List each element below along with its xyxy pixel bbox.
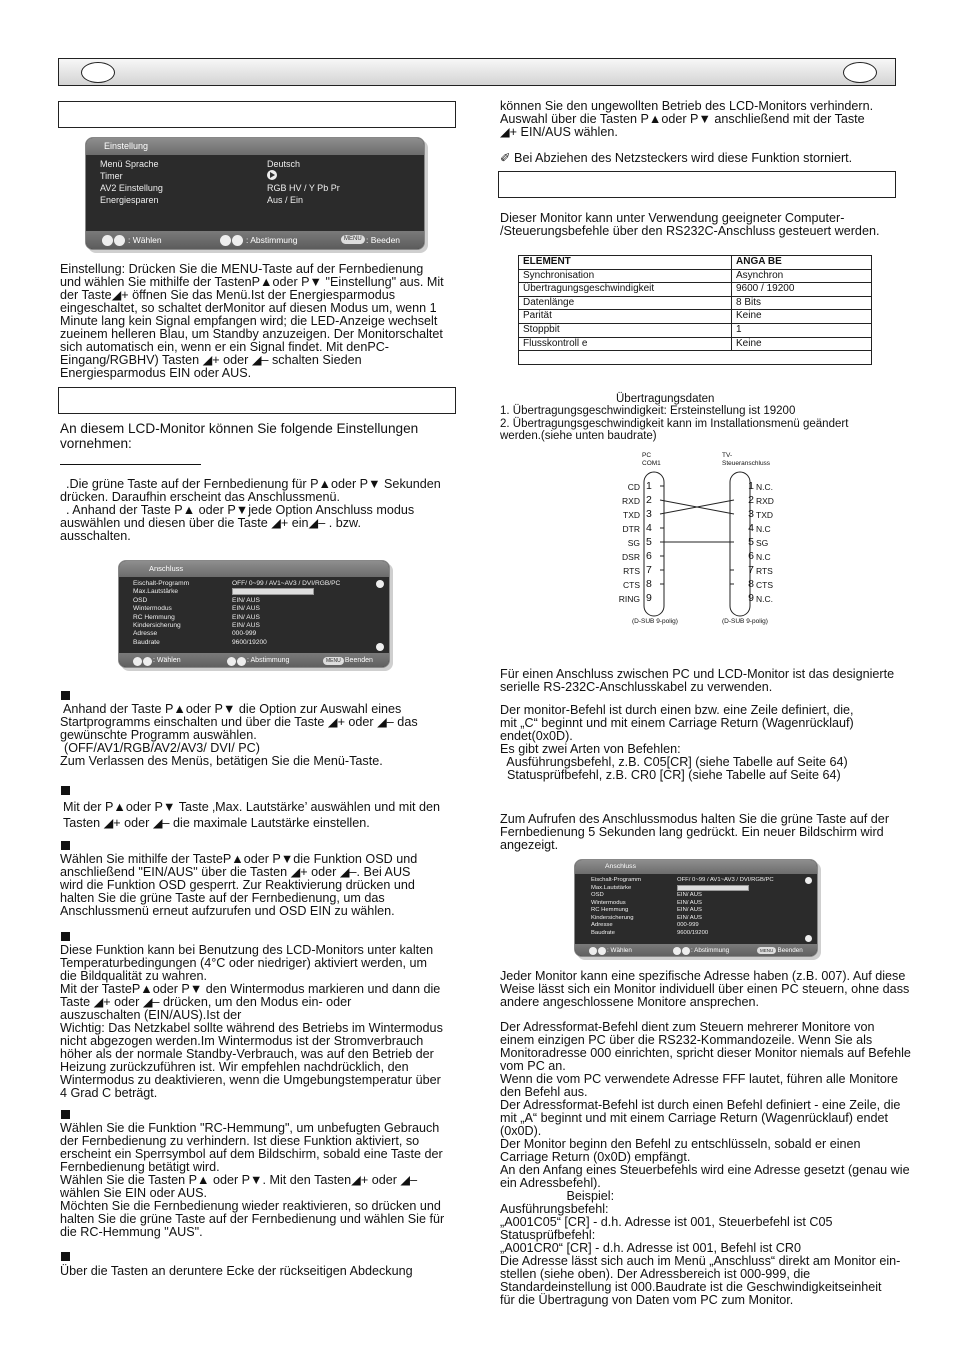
text-line: Carriage Return (0x0D) empfängt. [500,1150,691,1164]
pin-number: 8 [646,578,652,590]
pin-label: RTS [756,566,773,576]
menu-label: RC Hemmung [133,613,175,621]
connector-label: (D-SUB 9-polig) [722,618,768,625]
text-line: für die Übertragung von Daten vom PC zum Monitor. [500,1293,794,1307]
text-line: Weise lässt sich ein Monitor individuell über einen PC steuern, ohne dass [500,982,910,996]
scroll-down-icon[interactable] [805,935,812,942]
footer-adjust-label: : Abstimmung [246,235,298,245]
right-pin-labels [756,480,774,606]
menu-label: Max.Lautstärke [591,884,632,891]
menu-key-icon: MENU [757,947,776,954]
text-line: Fernbedienung betätigt wird. [60,1160,220,1174]
menu-label: Baudrate [591,929,615,936]
text-line: serielle RS-232C-Anschlusskabel zu verwenden. [500,680,773,694]
table-header: ELEMENT [519,256,732,270]
menu-row[interactable] [133,614,389,622]
text-line: Der monitor-Befehl ist durch einen bzw. eine Zeile definiert, die, [500,703,854,717]
menu-value: EIN/ AUS [677,907,702,913]
table-header: ANGA BE [732,256,872,270]
pin-label: CTS [623,580,640,590]
scroll-up-icon[interactable] [376,580,384,588]
anschluss-menu-right [574,859,818,957]
pin-label: N.C. [756,482,773,492]
menu-label: Wintermodus [591,899,626,906]
text-line: angezeigt. [500,838,559,852]
spec-table [518,255,872,365]
table-cell: Datenlänge [519,296,732,310]
menu-label: RC Hemmung [591,907,629,913]
pin-label: SG [756,538,769,548]
pin-number: 5 [748,536,754,548]
leftright-arrows-icon [220,231,243,249]
menu-row[interactable] [133,588,389,596]
text-line: 2. Übertragungsgeschwindigkeit kann im Installationsmenü geändert [500,417,849,430]
left-pin-numbers [646,479,660,605]
table-cell: Stoppbit [519,323,732,337]
menu-row[interactable] [591,885,817,893]
adresse-text [500,969,911,1307]
section-heading-box-anschluss [58,387,456,414]
table-header-row [519,256,872,270]
menu-row[interactable] [591,907,817,915]
befehl-text [500,704,900,782]
maxvol-text [60,800,460,831]
text-line: Minute lang kein Signal empfangen wird; die LED-Anzeige wechselt [60,314,438,328]
table-cell: Keine [732,337,872,351]
menu-label: Max.Lautstärke [133,588,179,596]
text-line: gewünschte Programm auswählen. [60,728,257,742]
pin-label: TXD [756,510,773,520]
text-line: Wintermodus zu deaktivieren, wenn die Umgebungstemperatur über [60,1073,441,1087]
text-line: halten Sie die grüne Taste auf der Fernbedienung, um das [60,891,385,905]
text-line: Statusprüfbefehl: [500,1228,596,1242]
scroll-up-icon[interactable] [805,877,812,884]
pin-label: CD [627,482,640,492]
text-line: andere angeschlossene Monitore ansprechen. [500,995,760,1009]
text-line: nicht abgezogen werden.Im Wintermodus ist der Stromverbrauch [60,1034,424,1048]
text-line: auswählen und diesen über die Taste ◢+ ein◢– . bzw. [60,516,361,530]
text-line: 1. Übertragungsgeschwindigkeit: Ersteinstellung ist 19200 [500,405,796,417]
text-line: An den Anfang eines Steuerbefehls wird eine Adresse gesetzt (genau wie [500,1163,910,1177]
section-heading-box-rs232 [498,171,896,198]
section-bullet [61,932,70,941]
table-cell: 9600 / 19200 [732,283,872,297]
text-line: ein Adressbefehl). [500,1176,601,1190]
note-text [500,152,900,165]
menu-value: EIN/ AUS [677,899,702,906]
menu-label: Menü Sprache [100,159,159,169]
text-line: Es gibt zwei Arten von Befehlen: [500,742,681,756]
footer-select-label: : Wählen [607,947,632,954]
menu-value: OFF/ 0~99 / AV1~AV3 / DVI/RGB/PC [677,877,774,883]
text-line: Ausführungsbefehl, z.B. C05[CR] (siehe Tabelle auf Seite 64) [500,755,848,769]
osd-text [60,853,460,918]
text-line: Möchten Sie die Fernbedienung wieder reaktivieren, so drücken und [60,1199,441,1213]
header-line: COM1 [642,460,661,467]
anschluss-menu-footer [119,653,389,668]
menu-label: Eischalt-Programm [591,877,642,883]
text-line: der Taste◢+ öffnen Sie das Menü.Ist der Energiesparmodus [60,288,396,302]
text-line: ◢+ EIN/AUS wählen. [500,125,618,139]
footer-select-label: : Wählen [153,657,181,664]
text-line: wird die Funktion OSD gesperrt. Zur Reaktivierung drücken und [60,878,415,892]
menu-value: Deutsch [267,159,301,169]
text-line: der Fernbedienung zu verhindern. Ist diese Funktion aktiviert, so [60,1134,420,1148]
right-pin-numbers [740,479,754,605]
table-row [519,310,872,324]
language-badge-left [81,62,115,83]
text-line: anschließend "EIN/AUS" über die Tasten ◢+ oder ◢–. Bei AUS [60,865,411,879]
text-line: den Befehl aus. [500,1085,588,1099]
menu-label: AV2 Einstellung [100,183,163,193]
text-line: 4 Grad C beträgt. [60,1086,158,1100]
table-cell: Keine [732,310,872,324]
text-line: die Bildqualität zu wahren. [60,969,208,983]
text-line: Zum Aufrufen des Anschlussmodus halten Sie die grüne Taste auf der [500,812,890,826]
text-line: Die Adresse lässt sich auch im Menü „Anschluss“ direkt am Monitor ein- [500,1254,901,1268]
menu-label: Eischalt-Programm [133,580,190,587]
pin-label: RTS [623,566,640,576]
menu-row-sprache[interactable] [100,158,424,170]
menu-value: Aus / Ein [267,195,304,205]
pin-label: DSR [622,552,640,562]
menu-key-icon: MENU [323,657,344,665]
menu-value: EIN/ AUS [677,914,702,921]
text-line: vom PC an. [500,1059,566,1073]
menu-value: 9600/19200 [677,929,709,936]
text-line: sich automatisch ein, wenn er ein Signal findet. Mit denPC- [60,340,390,354]
menu-label: OSD [133,596,148,604]
updown-arrows-icon [133,654,152,668]
text-line: Energiesparmodus EIN oder AUS. [60,366,252,380]
text-line: Tasten ◢+ oder ◢– die maximale Lautstärke einstellen. [63,815,370,830]
menu-label: Kindersicherung [591,914,634,921]
updown-arrows-icon [589,945,606,957]
text-line: Fernbedienung 5 Sekunden lang gedrückt. Ein neuer Bildschirm wird [500,825,884,839]
footer-exit-label: : Beenden [774,947,803,954]
footer-exit-label: : Beenden [341,657,373,664]
text-line: „A001C05“ [CR] - d.h. Adresse ist 001, Steuerbefehl ist C05 [500,1215,833,1229]
text-line: stellen (siehe oben). Der Adressbereich ist 000-999, die [500,1267,811,1281]
section-bullet [61,691,70,700]
text-line: Eingang/RGBHV) Tasten ◢+ oder ◢– schalten Sieden [60,353,362,367]
text-line: halten Sie die grüne Taste auf der Fernbedienung und wählen Sie für [60,1212,445,1226]
text-line: mit „C“ beginnt und mit einem Carriage Return (Wagenrücklauf) [500,716,854,730]
text-line: Monitoradresse 000 einrichten, spricht dieser Monitor niemals auf Befehle [500,1046,911,1060]
anschluss-menu-body [575,874,817,944]
menu-value: EIN/ AUS [232,622,260,630]
menu-value: 000-999 [677,922,699,928]
text-line: Beispiel: [500,1189,615,1203]
pin-number: 9 [646,592,652,604]
text-line: Einstellung: Drücken Sie die MENU-Taste auf der Fernbedienung [60,262,424,276]
wiring-diagram [600,450,820,630]
menu-label: Wintermodus [133,605,172,613]
text-line: auszuschalten (EIN/AUS).Ist der [60,1008,242,1022]
startprog-text [60,703,460,768]
menu-row-timer[interactable] [100,170,424,182]
intro-text [60,422,460,451]
pin-label: RING [618,594,640,604]
menu-row[interactable] [591,877,817,885]
text-line: Taste ◢+ oder ◢– drücken, um den Modus ein- oder [60,995,352,1009]
text-line: erscheint ein Sperrsymbol auf dem Bildschirm, sobald eine Taste der [60,1147,443,1161]
table-row [519,269,872,283]
text-line: mit „A“ beginnt und mit einem Carriage Return (Wagenrücklauf) endet [500,1111,889,1125]
rs232-intro [500,212,900,238]
table-row [519,296,872,310]
top-right-text [500,100,900,139]
text-line: Anhand der Taste P▲oder P▼ die Option zur Auswahl eines [63,702,402,716]
pin-number: 4 [748,522,754,534]
text-line: Der Monitor beginn den Befehl zu entschlüsseln, sobald er einen [500,1137,861,1151]
section-bullet [61,786,70,795]
scroll-down-icon[interactable] [376,643,384,651]
text-line: zueinem helleren Blau, um Standby anzuzeigen. Der Monitorschaltet [60,327,443,341]
section-bullet [61,1252,70,1261]
text-line: die RC-Hemmung "AUS". [60,1225,203,1239]
text-line: Dieser Monitor kann unter Verwendung geeigneter Computer- [500,211,845,225]
menu-value: 9600/19200 [232,638,267,646]
menu-label: Adresse [591,922,613,928]
footer-select-label: : Wählen [128,235,162,245]
pin-label: RXD [756,496,774,506]
header-line: Steueranschluss [722,460,771,467]
kabel-text [500,668,900,694]
menu-row[interactable] [591,922,817,930]
menu-label: OSD [591,892,604,898]
anschluss-menu-left [118,560,390,668]
text-line: Jeder Monitor kann eine spezifische Adresse haben (z.B. 007). Auf diese [500,969,906,983]
text-line: Wählen Sie die Tasten P▲ oder P▼. Mit den Tasten◢+ oder ◢– [60,1173,418,1187]
volume-slider[interactable] [232,588,314,595]
left-pin-labels [600,480,640,606]
pin-number: 3 [646,508,652,520]
pin-number: 4 [646,522,652,534]
pin-number: 3 [748,508,754,520]
text-line: Anschlussmenü erneut aufzurufen und OSD EIN zu wählen. [60,904,395,918]
text-line: wählen Sie EIN oder AUS. [60,1186,208,1200]
text-line: (OFF/AV1/RGB/AV2/AV3/ DVI/ PC) [64,741,260,755]
menu-row-energie[interactable] [100,194,424,206]
text-line: Über die Tasten an deruntere Ecke der rückseitigen Abdeckung [60,1264,413,1278]
text-line: können Sie den ungewollten Betrieb des LCD-Monitors verhindern. [500,99,874,113]
text-line: .Die grüne Taste auf der Fernbedienung für P▲oder P▼ Sekunden [66,477,441,491]
pin-label: RXD [622,496,640,506]
text-line: /Steuerungsbefehle über den RS232C-Anschluss gesteuert werden. [500,224,880,238]
menu-row[interactable] [591,930,817,938]
updown-arrows-icon [102,231,125,249]
text-line: An diesem LCD-Monitor können Sie folgende Einstellungen [60,421,419,436]
text-line: Mit der P▲oder P▼ Taste ‚Max. Lautstärke’ auswählen und mit den [63,800,441,814]
menu-row[interactable] [591,915,817,923]
pin-label: DTR [622,524,640,534]
language-badge-right [843,62,877,83]
header-line: PC [642,452,652,459]
text-line: . Anhand der Taste P▲ oder P▼jede Option Anschluss modus [66,503,415,517]
menu-row[interactable] [133,622,389,630]
pin-number: 2 [646,494,652,506]
text-line: Mit der TasteP▲oder P▼ den Wintermodus markieren und dann die [60,982,441,996]
menu-value: EIN/ AUS [232,596,260,604]
text-line: Der Adressformat-Befehl ist durch einen Befehl definiert - eine Zeile, die [500,1098,901,1112]
einstellung-menu-footer [86,231,424,249]
text-line: drücken. Daraufhin erscheint das Anschlussmenü. [60,490,341,504]
steps-text [60,478,460,543]
pin-number: 6 [748,550,754,562]
pin-label: SG [627,538,640,548]
text-line: ausschalten. [60,529,131,543]
einstellung-menu [85,137,425,250]
uebertragung-text [500,405,900,443]
leftright-arrows-icon [673,945,690,957]
winter-text [60,944,460,1100]
text-line: Standardeinstellung ist 000.Baudrate ist die Geschwindigkeitseinheit [500,1280,882,1294]
text-line: Startprogramms einschalten und über die Taste ◢+ oder ◢– das [60,715,418,729]
footer-exit-label: : Beeden [366,235,401,245]
header-line: TV- [722,452,733,459]
menu-row[interactable] [591,900,817,908]
text-line: Heizung zurückzuführen ist. Wir empfehlen nachdrücklich, den [60,1060,409,1074]
menu-value: EIN/ AUS [232,605,260,613]
pin-label: N.C. [756,594,773,604]
text-line: und wählen Sie mithilfe der TastenP▲oder P▼ "Einstellung" aus. Mit [60,275,444,289]
anschluss-menu-body [119,577,389,653]
play-arrow-icon [267,170,277,180]
menu-row[interactable] [133,597,389,605]
table-cell: Flusskontroll e [519,337,732,351]
aufrufen-text [500,813,900,852]
menu-label: Energiesparen [100,195,159,205]
text-line: Zum Verlassen des Menüs, betätigen Sie die Menü-Taste. [60,754,383,768]
text-line: werden.(siehe unten baudrate) [500,430,657,442]
leftright-arrows-icon [227,654,246,668]
text-line: Auswahl über die Tasten P▲oder P▼ anschließend mit der Taste [500,112,865,126]
menu-label: Kindersicherung [133,622,181,630]
text-line: höher als der normale Standby-Verbrauch, was auf den Betrieb der [60,1047,434,1061]
table-cell: Übertragungsgeschwindigkeit [519,283,732,297]
anschluss-menu-title: Anschluss [119,561,389,577]
menu-label: Timer [100,171,123,181]
einstellung-menu-body [86,155,424,231]
menu-value: EIN/ AUS [232,613,260,621]
note-line: ✐ Bei Abziehen des Netzsteckers wird diese Funktion storniert. [500,151,853,165]
text-line: Diese Funktion kann bei Benutzung des LCD-Monitors unter kalten [60,943,434,957]
text-line: Temperaturbedingungen (4°C oder niedriger) aktiviert werden, um [60,956,427,970]
section-bullet [61,841,70,850]
text-line: Für einen Anschluss zwischen PC und LCD-Monitor ist das designierte [500,667,895,681]
menu-row[interactable] [133,630,389,638]
text-line: Wichtig: Das Netzkabel sollte während des Betriebs im Wintermodus [60,1021,443,1035]
text-line: Wählen Sie die Funktion "RC-Hemmung", um unbefugten Gebrauch [60,1121,440,1135]
text-line: endet(0x0D). [500,729,573,743]
pin-number: 9 [748,592,754,604]
text-line: eingeschaltet, so schaltet derMonitor auf diesen Modus um, wenn 1 [60,301,437,315]
menu-row[interactable] [133,639,389,647]
connector-label: (D-SUB 9-polig) [632,618,678,625]
pin-number: 5 [646,536,652,548]
menu-value: EIN/ AUS [677,892,702,898]
menu-label: Adresse [133,630,158,638]
kinder-text [60,1265,460,1278]
einstellung-menu-title: Einstellung [86,138,424,155]
footer-adjust-label: : Abstimmung [247,657,290,664]
text-line: (0x0D). [500,1124,542,1138]
text-line: Ausführungsbefehl: [500,1202,609,1216]
table-row [519,337,872,351]
pin-label: CTS [756,580,773,590]
divider [60,464,201,465]
anschluss-menu-title: Anschluss [575,860,817,874]
table-cell: 8 Bits [732,296,872,310]
section-bullet [61,1110,70,1119]
einstellung-description [60,263,460,380]
pin-number: 8 [748,578,754,590]
volume-slider[interactable] [677,885,749,891]
menu-row[interactable] [591,892,817,900]
table-row [519,323,872,337]
menu-row[interactable] [133,580,389,588]
page-header-bar [58,58,896,86]
table-row [519,351,872,365]
pin-label: TXD [623,510,640,520]
footer-adjust-label: : Abstimmung [691,947,730,954]
anschluss-menu-footer [575,944,817,957]
pin-label: N.C [756,524,771,534]
pin-number: 1 [646,480,652,492]
pin-label: N.C [756,552,771,562]
pin-number: 1 [748,480,754,492]
text-line: Wählen Sie mithilfe der TasteP▲oder P▼die Funktion OSD und [60,852,418,866]
menu-value: OFF/ 0~99 / AV1~AV3 / DVI/RGB/PC [232,580,341,587]
section-heading-box-einstellung [58,101,456,128]
table-cell: Asynchron [732,269,872,283]
menu-row-av2[interactable] [100,182,424,194]
table-cell: 1 [732,323,872,337]
rc-text [60,1122,460,1239]
pin-number: 6 [646,550,652,562]
menu-row[interactable] [133,605,389,613]
menu-label: Baudrate [133,638,160,646]
table-cell: Parität [519,310,732,324]
pin-number: 7 [646,564,652,576]
table-cell-empty [519,351,872,365]
text-line: vornehmen: [60,435,132,451]
table-row [519,283,872,297]
text-line: „A001CR0“ [CR] - d.h. Adresse ist 001, Befehl ist CR0 [500,1241,801,1255]
text-line: einem einzigen PC über die RS232-Kommandozeile. Wenn Sie als [500,1033,873,1047]
menu-value: 000-999 [232,630,257,638]
menu-key-icon: MENU [341,235,365,244]
pin-number: 2 [748,494,754,506]
pin-number: 7 [748,564,754,576]
text-line: Der Adressformat-Befehl dient zum Steuern mehrerer Monitore von [500,1020,875,1034]
menu-value: RGB HV / Y Pb Pr [267,183,340,193]
text-line: Statusprüfbefehl, z.B. CR0 [CR] (siehe Tabelle auf Seite 64) [500,768,841,782]
text-line: Übertragungsdaten [616,393,715,405]
text-line: Wenn die vom PC verwendete Adresse FFF lautet, führen alle Monitore [500,1072,899,1086]
table-cell: Synchronisation [519,269,732,283]
